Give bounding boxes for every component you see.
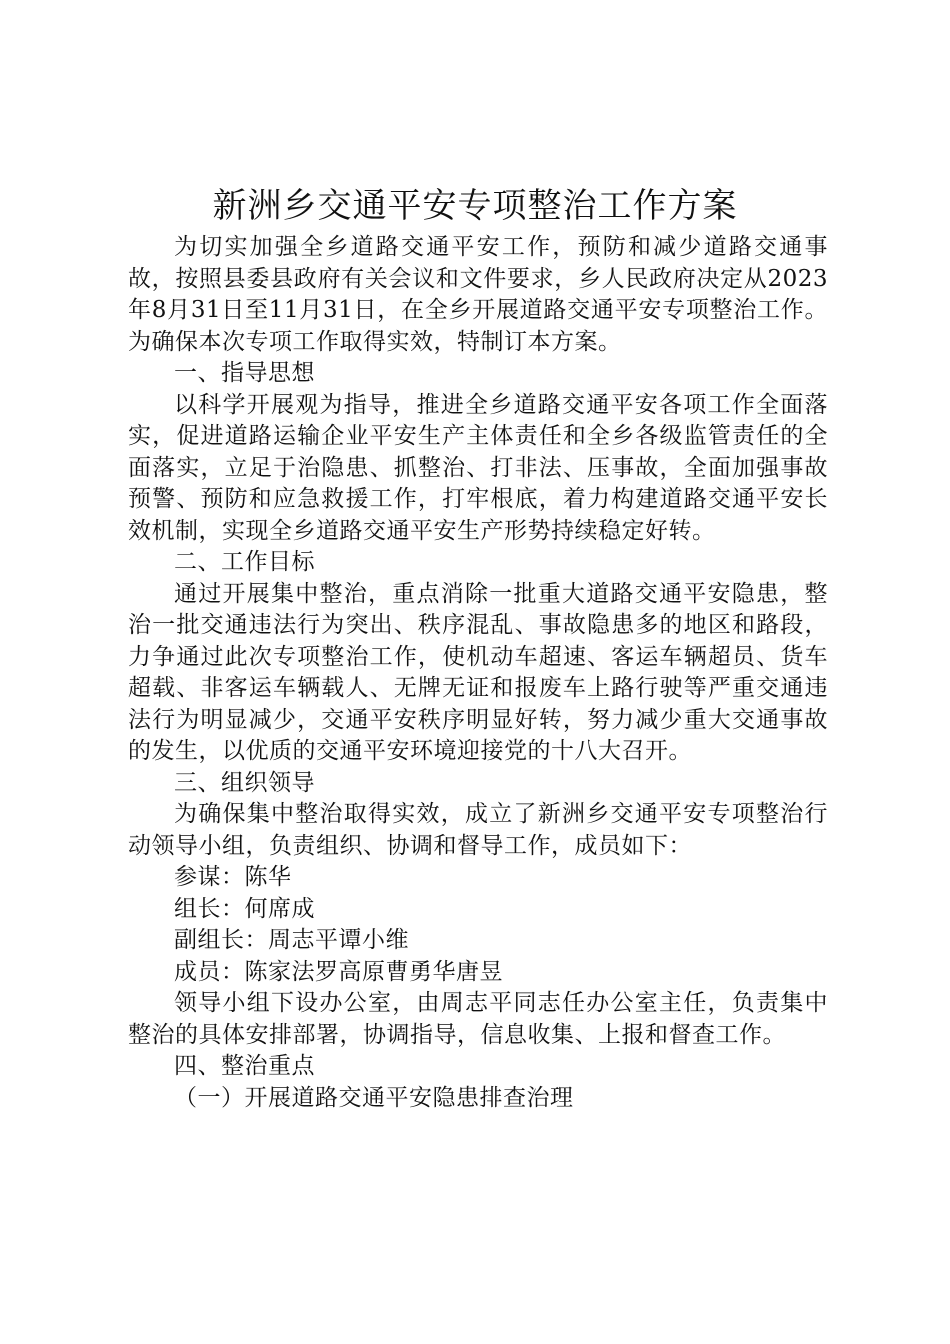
deputy-leader-line: 副组长：周志平谭小维 bbox=[174, 927, 409, 953]
document-body bbox=[128, 232, 828, 1114]
members-line: 成员：陈家法罗高原曹勇华唐昱 bbox=[174, 958, 503, 985]
work-goals-paragraph: 通过开展集中整治，重点消除一批重大道路交通平安隐患，整治一批交通违法行为突出、秩序混乱、事故隐患多的地区和路段，力争通过此次专项整治工作，使机动车超速、客运车辆超员、货车超载、非客运车辆载人、无牌无证和报废车上路行驶等严重交通违法行为明显减少，交通平安秩序明显好转，努力减少重大交通事故的发生，以优质的交通平安环境迎接党的十八大召开。 bbox=[128, 580, 828, 764]
section-heading-key-points: 四、整治重点 bbox=[174, 1053, 315, 1079]
advisor-line: 参谋：陈华 bbox=[174, 864, 292, 890]
guiding-ideology-paragraph: 以科学开展观为指导，推进全乡道路交通平安各项工作全面落实，促进道路运输企业平安生产主体责任和全乡各级监管责任的全面落实，立足于治隐患、抓整治、打非法、压事故，全面加强事故预警、预防和应急救援工作，打牢根底，着力构建道路交通平安长效机制，实现全乡道路交通平安生产形势持续稳定好转。 bbox=[128, 391, 828, 544]
intro-paragraph: 为切实加强全乡道路交通平安工作，预防和减少道路交通事故，按照县委县政府有关会议和文件要求，乡人民政府决定从2023年8月31日至11月31日，在全乡开展道路交通平安专项整治工作。为确保本次专项工作取得实效，特制订本方案。 bbox=[128, 234, 828, 355]
subsection-heading-hazard-inspection: （一）开展道路交通平安隐患排查治理 bbox=[174, 1084, 574, 1111]
section-heading-guiding-ideology: 一、指导思想 bbox=[174, 360, 315, 386]
leader-line: 组长：何席成 bbox=[174, 895, 315, 922]
section-heading-organization: 三、组织领导 bbox=[174, 769, 315, 796]
organization-paragraph: 为确保集中整治取得实效，成立了新洲乡交通平安专项整治行动领导小组，负责组织、协调和督导工作，成员如下： bbox=[128, 801, 828, 859]
document-title: 新洲乡交通平安专项整治工作方案 bbox=[212, 186, 738, 226]
section-heading-work-goals: 二、工作目标 bbox=[174, 549, 315, 575]
office-paragraph: 领导小组下设办公室，由周志平同志任办公室主任，负责集中整治的具体安排部署，协调指导，信息收集、上报和督查工作。 bbox=[128, 990, 828, 1048]
